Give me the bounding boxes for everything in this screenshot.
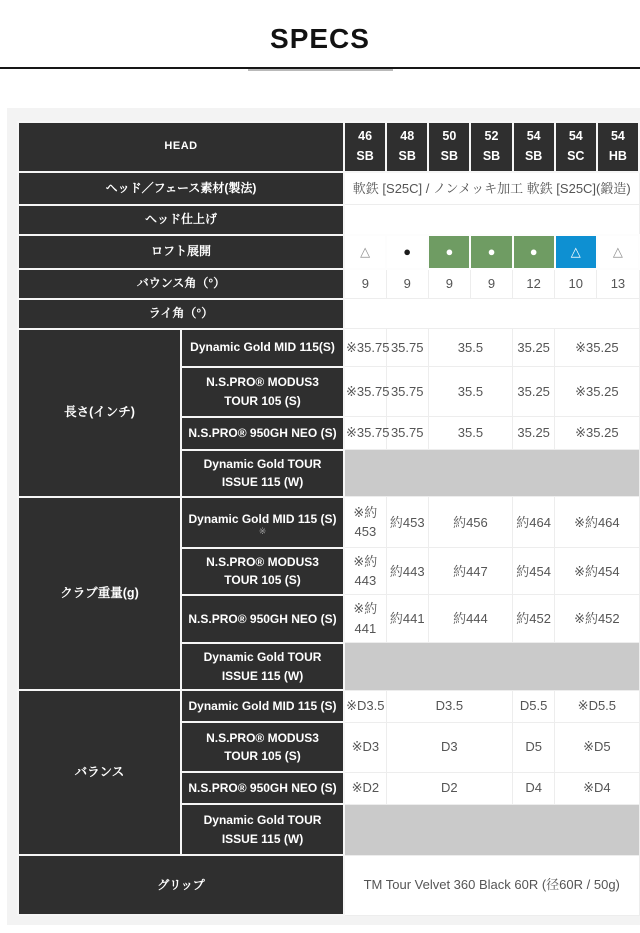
weight-value: 約447 [428,548,512,595]
balance-value: ※D5 [555,722,639,772]
bounce-label: バウンス角（°） [18,269,344,299]
length-value: 35.75 [386,329,428,367]
page-title: SPECS [270,23,370,54]
weight-value: 約456 [428,497,512,548]
lie-label: ライ角（°） [18,299,344,329]
material-value: 軟鉄 [S25C] / ノンメッキ加工 軟鉄 [S25C](鍛造) [344,172,639,205]
weight-value: ※約454 [555,548,639,595]
shaft-label: N.S.PRO® MODUS3 TOUR 105 (S) [181,367,344,417]
weight-value: 約452 [513,595,555,643]
length-value: ※35.25 [555,417,639,450]
shaft-label: Dynamic Gold TOUR ISSUE 115 (W) [181,450,344,497]
balance-value: ※D3.5 [344,690,386,722]
length-value: ※35.75 [344,329,386,367]
balance-row-dgmid [18,690,639,722]
bounce-value: 12 [513,269,555,299]
weight-value: 約453 [386,497,428,548]
length-value: ※35.25 [555,329,639,367]
length-value: 35.5 [428,329,512,367]
col-type: SB [524,148,543,163]
bounce-value: 10 [555,269,597,299]
grip-label: グリップ [18,855,344,915]
loft-dot-icon: ● [470,235,512,269]
shaft-label: Dynamic Gold TOUR ISSUE 115 (W) [181,643,344,690]
spec-table [17,121,640,917]
finish-value [344,205,639,235]
balance-value: ※D4 [555,772,639,804]
length-value: 35.75 [386,417,428,450]
material-label: ヘッド／フェース素材(製法) [18,172,344,205]
weight-group-label: クラブ重量(g) [18,497,181,690]
weight-value: ※約453 [344,497,386,548]
col-type: SB [440,148,459,163]
length-value: ※35.25 [555,367,639,417]
column-48sb [386,122,428,172]
weight-value: ※約452 [555,595,639,643]
bounce-value: 9 [428,269,470,299]
loft-dot-icon: ● [513,235,555,269]
col-loft: 46 [358,129,373,144]
shaft-label: Dynamic Gold TOUR ISSUE 115 (W) [181,804,344,855]
empty-cell [344,804,639,855]
column-46sb [344,122,386,172]
weight-value: 約464 [513,497,555,548]
shaft-label: N.S.PRO® MODUS3 TOUR 105 (S) [181,548,344,595]
page-header [0,0,640,56]
empty-cell [344,450,639,497]
shaft-note: ※ [258,525,267,536]
balance-value: D5 [513,722,555,772]
balance-value: D4 [513,772,555,804]
weight-value: ※約464 [555,497,639,548]
length-value: 35.5 [428,417,512,450]
length-value: 35.5 [428,367,512,417]
grip-row [18,855,639,915]
weight-value: 約443 [386,548,428,595]
loft-lineup-label: ロフト展開 [18,235,344,269]
loft-triangle-icon: △ [555,235,597,269]
finish-label: ヘッド仕上げ [18,205,344,235]
weight-value: 約441 [386,595,428,643]
loft-dot-icon: ● [386,235,428,269]
col-loft: 54 [610,129,625,144]
bounce-row [18,269,639,299]
column-54sc [555,122,597,172]
bounce-value: 9 [470,269,512,299]
balance-value: D3.5 [386,690,512,722]
col-loft: 54 [526,129,541,144]
shaft-label [181,497,344,548]
length-row-dgmid [18,329,639,367]
balance-value: D5.5 [513,690,555,722]
empty-cell [344,643,639,690]
balance-value: ※D3 [344,722,386,772]
length-value: 35.25 [513,367,555,417]
length-value: 35.75 [386,367,428,417]
loft-lineup-row [18,235,639,269]
length-value: 35.25 [513,417,555,450]
weight-value: ※約443 [344,548,386,595]
shaft-label: N.S.PRO® 950GH NEO (S) [181,595,344,643]
loft-dot-icon: ● [428,235,470,269]
col-type: HB [608,148,627,163]
column-52sb [470,122,512,172]
specs-panel [7,108,640,926]
col-loft: 52 [484,129,499,144]
weight-value: 約454 [513,548,555,595]
balance-value: D3 [386,722,512,772]
shaft-name: Dynamic Gold MID 115 (S) [188,512,337,527]
length-value: ※35.75 [344,367,386,417]
bounce-value: 9 [386,269,428,299]
weight-value: 約444 [428,595,512,643]
col-loft: 48 [400,129,415,144]
shaft-label: N.S.PRO® 950GH NEO (S) [181,772,344,804]
loft-triangle-icon: △ [344,235,386,269]
title-divider [0,67,640,69]
balance-value: ※D2 [344,772,386,804]
balance-value: D2 [386,772,512,804]
column-54sb [513,122,555,172]
col-type: SB [398,148,416,163]
loft-triangle-icon: △ [597,235,639,269]
lie-row [18,299,639,329]
bounce-value: 13 [597,269,639,299]
weight-row-dgmid [18,497,639,548]
balance-group-label: バランス [18,690,181,855]
bounce-value: 9 [344,269,386,299]
shaft-label: Dynamic Gold MID 115 (S) [181,690,344,722]
col-type: SB [356,148,374,163]
col-type: SC [567,148,585,163]
shaft-label: Dynamic Gold MID 115(S) [181,329,344,367]
grip-value: TM Tour Velvet 360 Black 60R (径60R / 50g) [344,855,639,915]
col-type: SB [482,148,501,163]
length-group-label: 長さ(インチ) [18,329,181,497]
head-row [18,122,639,172]
shaft-label: N.S.PRO® 950GH NEO (S) [181,417,344,450]
head-label: HEAD [18,122,344,172]
finish-row [18,205,639,235]
material-row [18,172,639,205]
balance-value: ※D5.5 [555,690,639,722]
column-50sb [428,122,470,172]
shaft-label: N.S.PRO® MODUS3 TOUR 105 (S) [181,722,344,772]
weight-value: ※約441 [344,595,386,643]
col-loft: 54 [568,129,583,144]
length-value: ※35.75 [344,417,386,450]
col-loft: 50 [442,129,457,144]
length-value: 35.25 [513,329,555,367]
lie-value [344,299,639,329]
column-54hb [597,122,639,172]
